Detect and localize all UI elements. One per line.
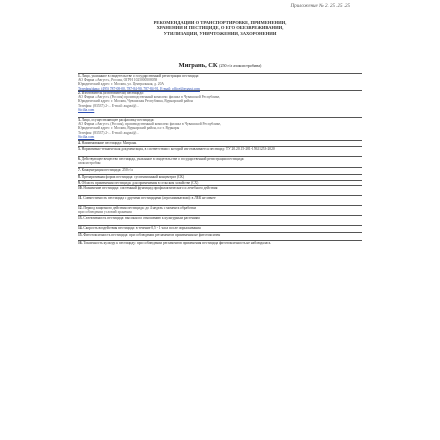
section-title-text: Совместимость пестицида с другими пестицидами (агрохимикатами): в ЛЕК не менее — [83, 196, 216, 200]
section-number: 8. — [78, 175, 82, 179]
section-number: 5. — [78, 147, 82, 151]
section-divider — [78, 140, 362, 141]
section-title-text: Наименование пестицида: Мигрань — [81, 141, 137, 145]
section-11 — [78, 196, 362, 200]
section-divider — [78, 232, 362, 233]
section-number: 7. — [78, 168, 82, 172]
section-line: азоксистробин — [78, 161, 101, 166]
section-title — [78, 186, 362, 190]
section-divider — [78, 225, 362, 226]
section-line: Юридический адрес: г. Москва, Вурнарский район, п.г.т. Вурнары — [78, 126, 180, 131]
product-name: Мигрань, СК — [178, 62, 218, 69]
section-title-text: Фитотоксичность пестицида: при соблюдении регламентов применения не фитотоксичен — [83, 233, 221, 237]
section-7 — [78, 168, 362, 172]
section-title — [78, 241, 362, 245]
section-divider — [78, 205, 362, 206]
document-header — [72, 20, 368, 36]
product-note: (250 г/л азоксистробина) — [219, 63, 262, 68]
section-6 — [78, 157, 362, 165]
section-title — [78, 141, 362, 145]
section-divider — [78, 195, 362, 196]
section-title — [78, 168, 362, 172]
section-divider — [78, 167, 362, 168]
section-title-text: Токсичность культур к пестициду: при соблюдении регламентов применения пестицида фитотоксичность не наблюдалась — [83, 241, 271, 245]
section-title — [78, 196, 362, 200]
section-title-text: Изготовитель (изготовители) пестицида: — [81, 91, 144, 95]
section-line: АО Фирма «Август» (Россия) производственный комплекс филиал в Чувашской Республике, — [78, 95, 221, 100]
section-title — [78, 147, 362, 151]
section-number: 14. — [78, 226, 84, 230]
section-divider — [78, 174, 362, 175]
section-1 — [78, 74, 362, 91]
section-title-text: Препаративная форма пестицида: суспензионный концентрат (СК) — [81, 175, 185, 179]
section-divider — [78, 117, 362, 118]
header-line: УТИЛИЗАЦИИ, УНИЧТОЖЕНИИ, ЗАХОРОНЕНИИ — [163, 30, 277, 36]
section-number: 1. — [78, 74, 82, 78]
section-number: 3. — [78, 118, 82, 122]
section-line: АО Фирма «Август» (Россия), производственный комплекс филиал в Чувашской Республике, — [78, 122, 222, 127]
section-title-text: Концентрация пестицида: 250 г/л — [81, 168, 133, 172]
section-title — [78, 216, 362, 220]
section-divider — [78, 73, 362, 74]
section-title-text: Селективность пестицида: высокая по отношению к культурным растениям — [83, 216, 200, 220]
section-title-text: Нормативно-техническая документация, в соответствии с которой изготавливается пестицид: ТУ 20.20.15-281-15921253-2020 — [81, 147, 275, 151]
section-line: Юридический адрес: г. Москва, Чувашская Республика, Вурнарский район — [78, 99, 193, 104]
section-line: Юридический адрес: г. Москва, ул. Центральная, д. 20А — [78, 82, 164, 87]
section-divider — [78, 90, 362, 91]
appendix-label: Приложение № 2. 25 .25 .25 — [290, 4, 350, 9]
section-14 — [78, 226, 362, 230]
section-15 — [78, 233, 362, 237]
section-title-text: Лицо, осуществляющее расфасовку пестицида: — [81, 118, 155, 122]
section-number: 9. — [78, 181, 82, 185]
section-number: 16. — [78, 241, 84, 245]
section-number: 2. — [78, 91, 82, 95]
header-line: РЕКОМЕНДАЦИИ О ТРАНСПОРТИРОВКЕ, ПРИМЕНЕНИИ, — [153, 20, 287, 25]
section-line: Sicilia.com — [78, 107, 95, 112]
section-title — [78, 233, 362, 237]
section-number: 10. — [78, 186, 84, 190]
header-line: ХРАНЕНИИ И ПЕСТИЦИДЕ, О ЕГО ОБЕЗВРЕЖИВАНИИ, — [156, 25, 284, 31]
section-16 — [78, 241, 362, 245]
section-title-text: Действующее вещество пестицида, указанное в свидетельстве о государственной регистрации пестицида: — [81, 157, 245, 161]
section-13 — [78, 216, 362, 220]
section-title-text: Лицо, указанное в свидетельстве о государственной регистрации пестицида: — [81, 74, 200, 78]
document-page — [72, 0, 368, 440]
section-divider — [78, 240, 362, 241]
section-10 — [78, 186, 362, 190]
section-number: 4. — [78, 141, 82, 145]
section-divider — [78, 215, 362, 216]
section-title-text: Назначение пестицида: системный фунгицид профилактического и лечебного действия — [83, 186, 218, 190]
section-4 — [78, 141, 362, 145]
section-line: Sicilia.com — [78, 134, 95, 139]
section-title-text: Период защитного действия пестицида: до 4 недель с момента обработки — [83, 206, 197, 210]
section-number: 15. — [78, 233, 84, 237]
section-3 — [78, 118, 362, 139]
section-divider — [78, 180, 362, 181]
section-divider — [78, 185, 362, 186]
section-line: при соблюдении условий хранения — [78, 210, 132, 215]
section-title-text: Скорость воздействия пестицида: в течение 0,5 - 1 часа после опрыскивания — [83, 226, 201, 230]
section-number: 11. — [78, 196, 84, 200]
section-line: АО Фирма «Август», Россия, ОГРН 1025000508058 — [78, 78, 158, 83]
section-12 — [78, 206, 362, 214]
section-line: Телефон: (83537) 2-... E-mail: august@... — [78, 103, 139, 108]
section-2 — [78, 91, 362, 112]
section-5 — [78, 147, 362, 151]
section-8 — [78, 175, 362, 179]
product-title — [72, 62, 368, 69]
section-number: 12. — [78, 206, 84, 210]
section-number: 13. — [78, 216, 84, 220]
section-title — [78, 175, 362, 179]
section-line: Телефон/факс: (495) 787-08-00, 787-84-90, 787-84-91, E-mail: office@avgust.com — [78, 86, 200, 91]
section-divider — [78, 156, 362, 157]
section-number: 6. — [78, 157, 82, 161]
section-line: Телефон: (83537) 2-... E-mail: august@... — [78, 130, 139, 135]
section-title-text: Область применения пестицида: для применения в сельском хозяйстве (СХ) — [81, 181, 199, 185]
section-title — [78, 226, 362, 230]
section-divider — [78, 146, 362, 147]
